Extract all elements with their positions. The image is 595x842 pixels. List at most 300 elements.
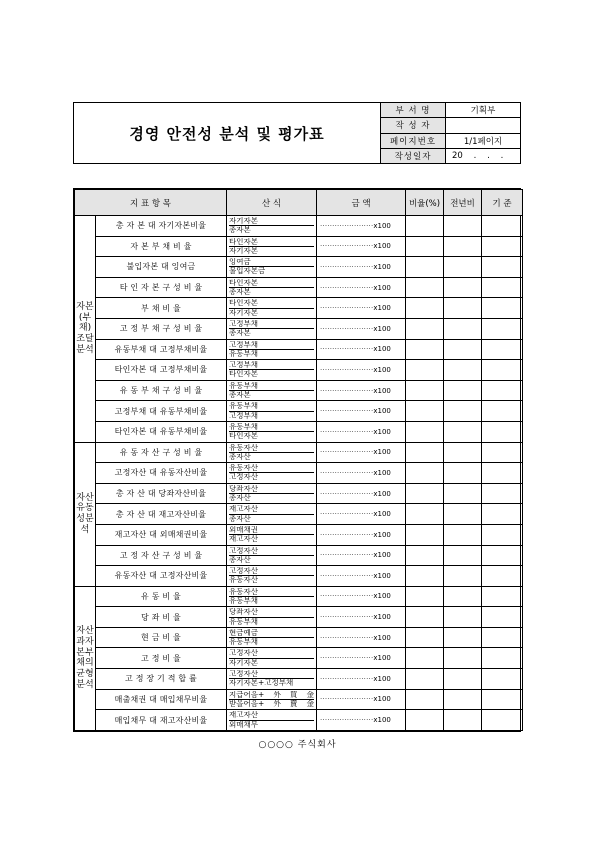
formula-cell (227, 360, 317, 381)
standard-cell[interactable] (482, 380, 523, 401)
indicator-name: 유 동 부 채 구 성 비 율 (96, 380, 227, 401)
formula-numerator: 고정자산 (229, 567, 314, 576)
formula-cell (227, 318, 317, 339)
amount-cell[interactable] (317, 627, 406, 648)
table-row (75, 627, 523, 648)
author-value (446, 118, 520, 132)
amount-cell[interactable] (317, 566, 406, 587)
formula-denominator: 자기자본 (229, 308, 258, 317)
standard-cell[interactable] (482, 298, 523, 319)
indicator-name: 타인자본 대 유동부채비율 (96, 421, 227, 442)
formula-denominator: 받을어음+外賣金 (229, 699, 315, 708)
table-row (75, 380, 523, 401)
table-row (75, 277, 523, 298)
standard-cell[interactable] (482, 318, 523, 339)
standard-cell[interactable] (482, 339, 523, 360)
fill-dots: ······················ (320, 283, 374, 292)
formula-denominator: 총자산 (229, 514, 251, 523)
standard-cell[interactable] (482, 689, 523, 710)
fill-dots: ······················ (320, 551, 374, 560)
fill-dots: ······················ (320, 448, 374, 457)
amount-suffix: x100 (373, 345, 391, 354)
formula-numerator: 타인자본 (229, 299, 314, 308)
formula-fraction (229, 217, 314, 235)
group-label: 자본(부채)조달분석 (75, 216, 96, 443)
standard-cell[interactable] (482, 710, 523, 731)
formula-numerator: 유동부채 (229, 382, 314, 391)
table-row (75, 236, 523, 257)
fill-dots: ······················ (320, 262, 374, 271)
table-row (75, 483, 523, 504)
amount-cell[interactable] (317, 216, 406, 237)
indicator-name: 매입채무 대 재고자산비율 (96, 710, 227, 731)
formula-numerator: 고정자산 (229, 670, 314, 679)
header-row-department (381, 103, 520, 118)
formula-fraction (229, 629, 314, 647)
formula-cell (227, 627, 317, 648)
col-header-standard: 기 준 (482, 190, 523, 216)
prev-year-cell[interactable] (444, 257, 482, 278)
formula-fraction (229, 608, 314, 626)
table-body (75, 216, 523, 731)
amount-suffix: x100 (373, 716, 391, 725)
header-row-author (381, 118, 520, 133)
prev-year-cell[interactable] (444, 463, 482, 484)
ratio-cell[interactable] (406, 236, 444, 257)
standard-cell[interactable] (482, 401, 523, 422)
formula-numerator: 당좌자산 (229, 485, 314, 494)
formula-cell (227, 463, 317, 484)
department-value: 기획부 (470, 106, 496, 117)
fill-dots: ······················ (320, 427, 374, 436)
header-row-page (381, 134, 520, 149)
amount-cell[interactable] (317, 504, 406, 525)
ratio-cell[interactable] (406, 442, 444, 463)
indicator-name: 현 금 비 율 (96, 627, 227, 648)
formula-denominator: 유동부채 (229, 596, 258, 605)
standard-cell[interactable] (482, 421, 523, 442)
table-row (75, 421, 523, 442)
fill-dots: ······················ (320, 695, 374, 704)
standard-cell[interactable] (482, 236, 523, 257)
prev-year-cell[interactable] (444, 442, 482, 463)
ratio-cell[interactable] (406, 463, 444, 484)
fill-dots: ······················ (320, 221, 374, 230)
col-header-formula: 산 식 (227, 190, 317, 216)
fill-dots: ······················ (320, 242, 374, 251)
formula-fraction (229, 258, 314, 276)
date-value: 20 . . . (452, 150, 504, 161)
table-row (75, 216, 523, 237)
prev-year-cell[interactable] (444, 277, 482, 298)
prev-year-cell[interactable] (444, 421, 482, 442)
table-row (75, 607, 523, 628)
standard-cell[interactable] (482, 257, 523, 278)
ratio-cell[interactable] (406, 710, 444, 731)
table-row (75, 339, 523, 360)
formula-denominator: 총자본 (229, 329, 251, 338)
header-row-date (381, 149, 520, 163)
indicator-name: 유 동 자 산 구 성 비 율 (96, 442, 227, 463)
amount-cell[interactable] (317, 463, 406, 484)
prev-year-cell[interactable] (444, 689, 482, 710)
fill-dots: ······················ (320, 324, 374, 333)
ratio-cell[interactable] (406, 360, 444, 381)
ratio-cell[interactable] (406, 607, 444, 628)
table-row (75, 545, 523, 566)
ratio-cell[interactable] (406, 380, 444, 401)
ratio-cell[interactable] (406, 483, 444, 504)
fill-dots: ······················ (320, 489, 374, 498)
amount-suffix: x100 (373, 407, 391, 416)
formula-denominator: 타인자본 (229, 432, 258, 441)
formula-denominator: 총자산 (229, 555, 251, 564)
standard-cell[interactable] (482, 566, 523, 587)
prev-year-cell[interactable] (444, 586, 482, 607)
indicator-name: 고 정 부 채 구 성 비 율 (96, 318, 227, 339)
prev-year-cell[interactable] (444, 504, 482, 525)
table-row (75, 257, 523, 278)
standard-cell[interactable] (482, 524, 523, 545)
standard-cell[interactable] (482, 277, 523, 298)
amount-suffix: x100 (373, 427, 391, 436)
amount-cell[interactable] (317, 483, 406, 504)
prev-year-cell[interactable] (444, 401, 482, 422)
prev-year-cell[interactable] (444, 524, 482, 545)
table-row (75, 669, 523, 690)
formula-numerator: 현금예금 (229, 629, 314, 638)
fill-dots: ······················ (320, 530, 374, 539)
amount-suffix: x100 (373, 674, 391, 683)
table-row (75, 648, 523, 669)
formula-denominator: 자기자본 (229, 246, 258, 255)
ratio-cell[interactable] (406, 504, 444, 525)
formula-denominator: 총자본 (229, 226, 251, 235)
formula-fraction (229, 567, 314, 585)
amount-cell[interactable] (317, 277, 406, 298)
formula-cell (227, 257, 317, 278)
group-label: 자산과자본부채의균형분석 (75, 586, 96, 730)
amount-cell[interactable] (317, 318, 406, 339)
prev-year-cell[interactable] (444, 236, 482, 257)
amount-cell[interactable] (317, 710, 406, 731)
prev-year-cell[interactable] (444, 483, 482, 504)
amount-suffix: x100 (373, 613, 391, 622)
group-label: 자산유동성분석 (75, 442, 96, 586)
fill-dots: ······················ (320, 386, 374, 395)
formula-cell (227, 421, 317, 442)
indicator-name: 총 자 산 대 재고자산비율 (96, 504, 227, 525)
formula-fraction (229, 238, 314, 256)
amount-suffix: x100 (373, 530, 391, 539)
formula-cell (227, 380, 317, 401)
formula-fraction (229, 711, 314, 729)
ratio-cell[interactable] (406, 524, 444, 545)
author-label: 작 성 자 (381, 118, 446, 132)
ratio-cell[interactable] (406, 401, 444, 422)
formula-denominator: 재고자산 (229, 535, 258, 544)
indicator-name: 불입자본 대 잉여금 (96, 257, 227, 278)
standard-cell[interactable] (482, 442, 523, 463)
formula-cell (227, 648, 317, 669)
indicator-name: 당 좌 비 율 (96, 607, 227, 628)
ratio-cell[interactable] (406, 566, 444, 587)
department-label: 부 서 명 (381, 103, 446, 117)
amount-suffix: x100 (373, 695, 391, 704)
standard-cell[interactable] (482, 463, 523, 484)
fill-dots: ······················ (320, 407, 374, 416)
formula-cell (227, 669, 317, 690)
formula-numerator: 고정부채 (229, 320, 314, 329)
formula-numerator: 잉여금 (229, 258, 314, 267)
formula-cell (227, 483, 317, 504)
ratio-cell[interactable] (406, 669, 444, 690)
indicator-name: 총 자 산 대 당좌자산비율 (96, 483, 227, 504)
indicator-name: 타 인 자 본 구 성 비 율 (96, 277, 227, 298)
amount-cell[interactable] (317, 442, 406, 463)
amount-cell[interactable] (317, 607, 406, 628)
formula-fraction (229, 464, 314, 482)
indicator-name: 고 정 비 율 (96, 648, 227, 669)
formula-fraction (229, 320, 314, 338)
formula-denominator: 총자산 (229, 452, 251, 461)
table-row (75, 524, 523, 545)
amount-cell[interactable] (317, 360, 406, 381)
fill-dots: ······················ (320, 716, 374, 725)
amount-suffix: x100 (373, 262, 391, 271)
indicator-name: 고정부채 대 유동부채비율 (96, 401, 227, 422)
amount-cell[interactable] (317, 339, 406, 360)
indicator-name: 고정자산 대 유동자산비율 (96, 463, 227, 484)
standard-cell[interactable] (482, 648, 523, 669)
analysis-table (73, 188, 521, 732)
amount-cell[interactable] (317, 236, 406, 257)
table-row (75, 298, 523, 319)
standard-cell[interactable] (482, 504, 523, 525)
table-row (75, 710, 523, 731)
amount-cell[interactable] (317, 298, 406, 319)
ratio-cell[interactable] (406, 298, 444, 319)
prev-year-cell[interactable] (444, 545, 482, 566)
ratio-cell[interactable] (406, 216, 444, 237)
amount-cell[interactable] (317, 421, 406, 442)
indicator-name: 유동자산 대 고정자산비율 (96, 566, 227, 587)
indicator-name: 유 동 비 율 (96, 586, 227, 607)
indicator-name: 부 채 비 율 (96, 298, 227, 319)
formula-denominator: 자기자본 (229, 658, 258, 667)
formula-fraction (229, 341, 314, 359)
amount-cell[interactable] (317, 648, 406, 669)
formula-denominator: 외매채무 (229, 720, 258, 729)
formula-fraction (229, 299, 314, 317)
prev-year-cell[interactable] (444, 566, 482, 587)
formula-denominator: 고정자산 (229, 473, 258, 482)
formula-cell (227, 298, 317, 319)
prev-year-cell[interactable] (444, 318, 482, 339)
date-label: 작성일자 (381, 149, 446, 163)
fill-dots: ······················ (320, 613, 374, 622)
prev-year-cell[interactable] (444, 360, 482, 381)
prev-year-cell[interactable] (444, 627, 482, 648)
formula-numerator: 고정부채 (229, 341, 314, 350)
formula-fraction (229, 402, 314, 420)
amount-cell[interactable] (317, 401, 406, 422)
amount-suffix: x100 (373, 510, 391, 519)
fill-dots: ······················ (320, 571, 374, 580)
formula-numerator: 재고자산 (229, 505, 314, 514)
table-row (75, 463, 523, 484)
formula-cell (227, 442, 317, 463)
prev-year-cell[interactable] (444, 710, 482, 731)
ratio-cell[interactable] (406, 318, 444, 339)
amount-suffix: x100 (373, 365, 391, 374)
standard-cell[interactable] (482, 216, 523, 237)
formula-cell (227, 277, 317, 298)
formula-cell (227, 524, 317, 545)
amount-suffix: x100 (373, 448, 391, 457)
amount-suffix: x100 (373, 592, 391, 601)
standard-cell[interactable] (482, 360, 523, 381)
amount-cell[interactable] (317, 524, 406, 545)
fill-dots: ······················ (320, 674, 374, 683)
formula-denominator: 유동부채 (229, 638, 258, 647)
page-number-label: 페이지번호 (381, 134, 446, 148)
fill-dots: ······················ (320, 592, 374, 601)
ratio-cell[interactable] (406, 257, 444, 278)
col-header-indicator: 지 표 항 목 (75, 190, 227, 216)
formula-denominator: 불입자본금 (229, 267, 266, 276)
prev-year-cell[interactable] (444, 607, 482, 628)
ratio-cell[interactable] (406, 339, 444, 360)
amount-cell[interactable] (317, 257, 406, 278)
fill-dots: ······················ (320, 468, 374, 477)
indicator-name: 총 자 본 대 자기자본비율 (96, 216, 227, 237)
formula-fraction (229, 691, 314, 709)
document-title: 경영 안전성 분석 및 평가표 (74, 103, 381, 163)
prev-year-cell[interactable] (444, 216, 482, 237)
formula-numerator: 당좌자산 (229, 608, 314, 617)
formula-numerator: 유동자산 (229, 444, 314, 453)
indicator-name: 유동부채 대 고정부채비율 (96, 339, 227, 360)
formula-numerator: 타인자본 (229, 279, 314, 288)
amount-cell[interactable] (317, 689, 406, 710)
col-header-amount: 금 액 (317, 190, 406, 216)
amount-cell[interactable] (317, 545, 406, 566)
table-row (75, 504, 523, 525)
formula-fraction (229, 526, 314, 544)
table-row (75, 566, 523, 587)
amount-suffix: x100 (373, 283, 391, 292)
amount-suffix: x100 (373, 654, 391, 663)
ratio-cell[interactable] (406, 545, 444, 566)
standard-cell[interactable] (482, 669, 523, 690)
ratio-cell[interactable] (406, 421, 444, 442)
fill-dots: ······················ (320, 365, 374, 374)
prev-year-cell[interactable] (444, 380, 482, 401)
formula-cell (227, 339, 317, 360)
indicator-name: 매출채권 대 매입채무비율 (96, 689, 227, 710)
ratio-cell[interactable] (406, 586, 444, 607)
indicator-name: 자 본 부 채 비 율 (96, 236, 227, 257)
prev-year-cell[interactable] (444, 669, 482, 690)
prev-year-cell[interactable] (444, 648, 482, 669)
table-row (75, 586, 523, 607)
formula-numerator: 고정자산 (229, 547, 314, 556)
table-header-row (75, 190, 523, 216)
formula-fraction (229, 670, 314, 688)
formula-cell (227, 710, 317, 731)
formula-cell (227, 236, 317, 257)
formula-denominator: 자기자본+고정부채 (229, 679, 294, 688)
page-number-value: 1/1페이지 (463, 136, 503, 147)
ratio-cell[interactable] (406, 277, 444, 298)
formula-fraction (229, 361, 314, 379)
formula-numerator: 외매채권 (229, 526, 314, 535)
amount-suffix: x100 (373, 304, 391, 313)
table-row (75, 360, 523, 381)
indicator-name: 타인자본 대 고정부채비율 (96, 360, 227, 381)
ratio-cell[interactable] (406, 648, 444, 669)
col-header-ratio: 비율(%) (406, 190, 444, 216)
formula-numerator: 고정부채 (229, 361, 314, 370)
formula-numerator: 유동부채 (229, 423, 314, 432)
prev-year-cell[interactable] (444, 298, 482, 319)
formula-cell (227, 216, 317, 237)
formula-fraction (229, 382, 314, 400)
formula-fraction (229, 649, 314, 667)
indicator-name: 재고자산 대 외매채권비율 (96, 524, 227, 545)
formula-denominator: 고정부채 (229, 411, 258, 420)
formula-numerator: 타인자본 (229, 238, 314, 247)
amount-suffix: x100 (373, 242, 391, 251)
formula-numerator: 재고자산 (229, 711, 314, 720)
formula-cell (227, 504, 317, 525)
amount-cell[interactable] (317, 380, 406, 401)
indicator-name: 고 정 자 산 구 성 비 율 (96, 545, 227, 566)
formula-denominator: 총자본 (229, 288, 251, 297)
formula-cell (227, 401, 317, 422)
formula-cell (227, 586, 317, 607)
amount-suffix: x100 (373, 551, 391, 560)
table-row (75, 689, 523, 710)
formula-denominator: 총자본 (229, 391, 251, 400)
formula-fraction (229, 279, 314, 297)
company-name: ○○○○ 주식회사 (258, 740, 337, 750)
standard-cell[interactable] (482, 483, 523, 504)
formula-fraction (229, 588, 314, 606)
standard-cell[interactable] (482, 545, 523, 566)
prev-year-cell[interactable] (444, 339, 482, 360)
formula-numerator: 지급어음+外買金 (229, 690, 315, 699)
standard-cell[interactable] (482, 627, 523, 648)
standard-cell[interactable] (482, 586, 523, 607)
amount-cell[interactable] (317, 586, 406, 607)
ratio-cell[interactable] (406, 689, 444, 710)
col-header-prev-year: 전년비 (444, 190, 482, 216)
fill-dots: ······················ (320, 654, 374, 663)
amount-suffix: x100 (373, 324, 391, 333)
standard-cell[interactable] (482, 607, 523, 628)
amount-cell[interactable] (317, 669, 406, 690)
formula-denominator: 유동부채 (229, 349, 258, 358)
formula-numerator: 유동자산 (229, 588, 314, 597)
table-row (75, 318, 523, 339)
formula-fraction (229, 444, 314, 462)
ratio-cell[interactable] (406, 627, 444, 648)
formula-denominator: 총자산 (229, 494, 251, 503)
formula-numerator: 고정자산 (229, 649, 314, 658)
formula-cell (227, 689, 317, 710)
